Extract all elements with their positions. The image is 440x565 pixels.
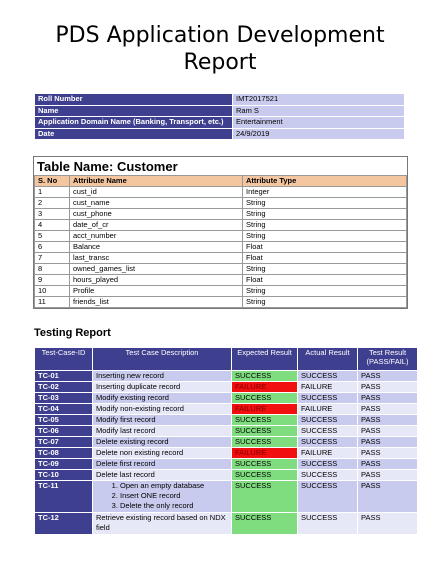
test-case-id: TC-02 [35, 382, 93, 393]
column-header: Test Case Description [93, 348, 232, 371]
test-result: PASS [358, 437, 418, 448]
attribute-type: String [243, 264, 407, 275]
test-step: 1. Open an empty database [120, 481, 228, 491]
test-result: PASS [358, 404, 418, 415]
test-case-description: Delete non existing record [93, 448, 232, 459]
test-case-id: TC-12 [35, 513, 93, 535]
row-number: 11 [35, 297, 70, 308]
actual-result: SUCCESS [298, 437, 358, 448]
table-header-row [35, 176, 407, 187]
row-number: 3 [35, 209, 70, 220]
test-case-id: TC-11 [35, 481, 93, 513]
table-row [35, 393, 418, 404]
column-header: Attribute Name [70, 176, 243, 187]
test-result: PASS [358, 481, 418, 513]
row-number: 7 [35, 253, 70, 264]
table-row [35, 297, 407, 308]
table-row [35, 253, 407, 264]
info-label: Date [35, 128, 233, 140]
attribute-type: String [243, 297, 407, 308]
actual-result: SUCCESS [298, 481, 358, 513]
testing-table-body [35, 371, 418, 535]
table-row [35, 220, 407, 231]
table-row [35, 404, 418, 415]
attribute-name: hours_played [70, 275, 243, 286]
table-row [35, 437, 418, 448]
attribute-type: String [243, 209, 407, 220]
test-case-description [93, 481, 232, 513]
attribute-name: cust_phone [70, 209, 243, 220]
attribute-type: String [243, 231, 407, 242]
student-info-table [34, 93, 405, 140]
report-title-line-1: PDS Application Development [55, 23, 385, 48]
info-row [35, 128, 405, 140]
table-row [35, 513, 418, 535]
row-number: 1 [35, 187, 70, 198]
table-header-row [35, 348, 418, 371]
table-row [35, 264, 407, 275]
actual-result: SUCCESS [298, 393, 358, 404]
info-row [35, 105, 405, 117]
test-result: PASS [358, 382, 418, 393]
expected-result: SUCCESS [232, 513, 298, 535]
test-result: PASS [358, 448, 418, 459]
test-result: PASS [358, 371, 418, 382]
test-case-id: TC-10 [35, 470, 93, 481]
expected-result: FAILURE [232, 404, 298, 415]
column-header: Expected Result [232, 348, 298, 371]
test-case-description: Delete existing record [93, 437, 232, 448]
info-label: Application Domain Name (Banking, Transport, etc.) [35, 117, 233, 129]
expected-result: SUCCESS [232, 426, 298, 437]
actual-result: FAILURE [298, 448, 358, 459]
info-value: 24/9/2019 [233, 128, 405, 140]
info-row [35, 117, 405, 129]
attribute-type: String [243, 198, 407, 209]
info-label: Name [35, 105, 233, 117]
test-case-id: TC-09 [35, 459, 93, 470]
attribute-type: Float [243, 253, 407, 264]
test-steps-list [96, 481, 228, 511]
info-row [35, 94, 405, 106]
test-case-id: TC-08 [35, 448, 93, 459]
table-row [35, 448, 418, 459]
attribute-name: friends_list [70, 297, 243, 308]
testing-report-table [34, 347, 418, 535]
test-case-description: Inserting duplicate record [93, 382, 232, 393]
row-number: 4 [35, 220, 70, 231]
row-number: 8 [35, 264, 70, 275]
row-number: 2 [35, 198, 70, 209]
table-row [35, 209, 407, 220]
expected-result: SUCCESS [232, 437, 298, 448]
test-case-id: TC-07 [35, 437, 93, 448]
expected-result: SUCCESS [232, 459, 298, 470]
table-row [35, 459, 418, 470]
column-header: S. No [35, 176, 70, 187]
table-row [35, 187, 407, 198]
actual-result: SUCCESS [298, 426, 358, 437]
actual-result: SUCCESS [298, 459, 358, 470]
test-result: PASS [358, 459, 418, 470]
actual-result: FAILURE [298, 404, 358, 415]
report-title [0, 22, 440, 76]
actual-result: SUCCESS [298, 371, 358, 382]
actual-result: SUCCESS [298, 415, 358, 426]
test-step: 3. Delete the only record [120, 501, 228, 511]
table-row [35, 481, 418, 513]
expected-result: FAILURE [232, 382, 298, 393]
table-row [35, 382, 418, 393]
row-number: 5 [35, 231, 70, 242]
test-result: PASS [358, 513, 418, 535]
row-number: 10 [35, 286, 70, 297]
table-row [35, 371, 418, 382]
test-case-description: Modify last record [93, 426, 232, 437]
test-case-description: Retrieve existing record based on NDX field [93, 513, 232, 535]
attribute-type: String [243, 286, 407, 297]
attribute-type: Float [243, 275, 407, 286]
expected-result: SUCCESS [232, 393, 298, 404]
test-result: PASS [358, 415, 418, 426]
info-value: Ram S [233, 105, 405, 117]
row-number: 9 [35, 275, 70, 286]
column-header: Test Result (PASS/FAIL) [358, 348, 418, 371]
customer-table-box [33, 156, 408, 309]
attribute-name: last_transc [70, 253, 243, 264]
actual-result: FAILURE [298, 382, 358, 393]
attribute-type: Integer [243, 187, 407, 198]
test-case-id: TC-04 [35, 404, 93, 415]
test-case-id: TC-05 [35, 415, 93, 426]
test-case-id: TC-06 [35, 426, 93, 437]
table-row [35, 231, 407, 242]
expected-result: FAILURE [232, 448, 298, 459]
actual-result: SUCCESS [298, 513, 358, 535]
column-header: Test-Case-ID [35, 348, 93, 371]
table-row [35, 470, 418, 481]
column-header: Attribute Type [243, 176, 407, 187]
test-case-description: Modify first record [93, 415, 232, 426]
table-row [35, 275, 407, 286]
table-row [35, 286, 407, 297]
test-step: 2. Insert ONE record [120, 491, 228, 501]
test-case-description: Modify existing record [93, 393, 232, 404]
row-number: 6 [35, 242, 70, 253]
table-row [35, 426, 418, 437]
table-row [35, 242, 407, 253]
attribute-name: Profile [70, 286, 243, 297]
test-result: PASS [358, 393, 418, 404]
column-header: Actual Result [298, 348, 358, 371]
attribute-name: cust_id [70, 187, 243, 198]
attribute-name: date_of_cr [70, 220, 243, 231]
expected-result: SUCCESS [232, 415, 298, 426]
test-case-description: Delete last record [93, 470, 232, 481]
table-row [35, 415, 418, 426]
actual-result: SUCCESS [298, 470, 358, 481]
test-result: PASS [358, 426, 418, 437]
test-case-id: TC-03 [35, 393, 93, 404]
test-case-id: TC-01 [35, 371, 93, 382]
table-row [35, 198, 407, 209]
customer-table-body [35, 187, 407, 308]
customer-attributes-table [34, 175, 407, 308]
attribute-name: Balance [70, 242, 243, 253]
attribute-name: acct_number [70, 231, 243, 242]
expected-result: SUCCESS [232, 470, 298, 481]
info-value: IMT2017521 [233, 94, 405, 106]
test-result: PASS [358, 470, 418, 481]
test-case-description: Delete first record [93, 459, 232, 470]
info-value: Entertainment [233, 117, 405, 129]
test-case-description: Modify non-existing record [93, 404, 232, 415]
report-title-line-2: Report [183, 50, 257, 75]
expected-result: SUCCESS [232, 481, 298, 513]
attribute-type: String [243, 220, 407, 231]
test-case-description: Inserting new record [93, 371, 232, 382]
info-label: Roll Number [35, 94, 233, 106]
testing-report-heading: Testing Report [34, 327, 111, 339]
attribute-name: owned_games_list [70, 264, 243, 275]
attribute-name: cust_name [70, 198, 243, 209]
expected-result: SUCCESS [232, 371, 298, 382]
attribute-type: Float [243, 242, 407, 253]
customer-table-name: Table Name: Customer [37, 159, 178, 174]
